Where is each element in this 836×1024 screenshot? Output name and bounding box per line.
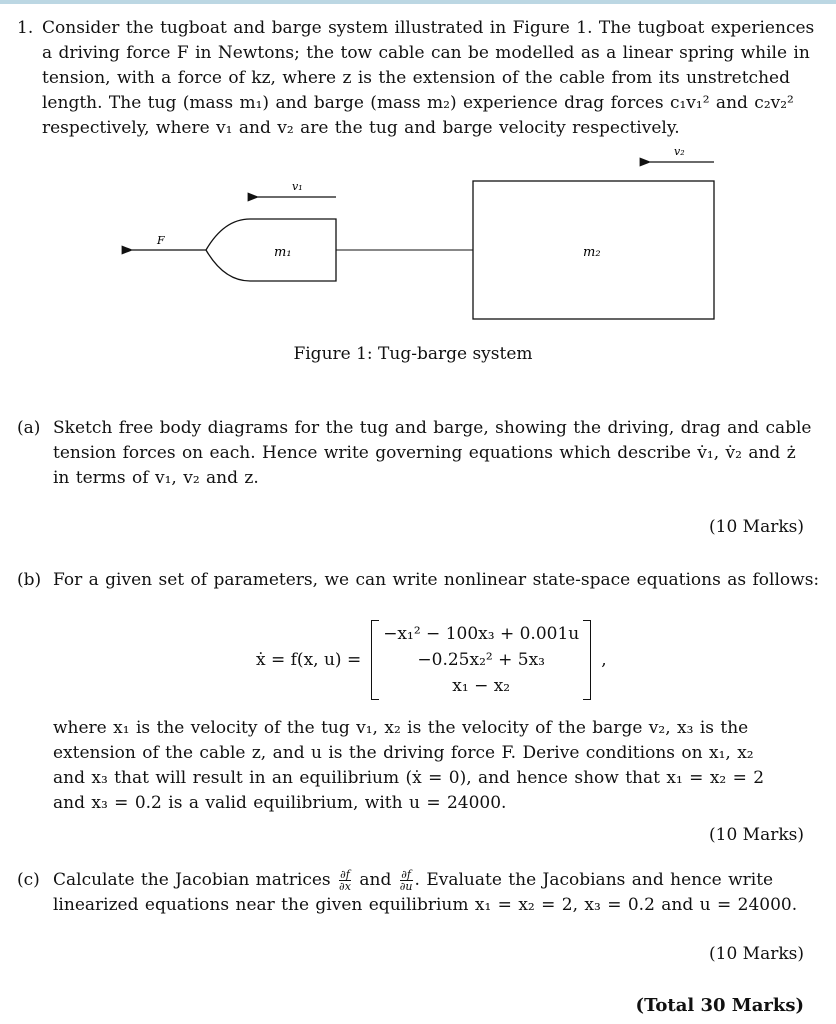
matrix-row: −0.25x₂² + 5x₃ <box>417 650 545 670</box>
force-label: F <box>157 234 165 247</box>
part-c-line: linearized equations near the given equilibrium x₁ = x₂ = 2, x₃ = 0.2 and u = 24000. <box>53 895 798 915</box>
matrix-right-bracket <box>583 620 591 700</box>
part-a-line: Sketch free body diagrams for the tug and barge, showing the driving, drag and cable <box>53 418 812 438</box>
part-b-line: where x₁ is the velocity of the tug v₁, x₂ is the velocity of the barge v₂, x₃ is the <box>53 718 749 738</box>
part-b-line: extension of the cable z, and u is the driving force F. Derive conditions on x₁, x₂ <box>53 743 754 763</box>
question-line: tension, with a force of kz, where z is the extension of the cable from its unstretched <box>42 68 790 88</box>
tug-mass-label: m₁ <box>274 245 292 260</box>
part-c-marks: (10 Marks) <box>709 944 804 964</box>
part-c-text <box>53 868 797 918</box>
part-b-line: and x₃ = 0.2 is a valid equilibrium, with u = 24000. <box>53 793 507 813</box>
equation-lhs: ẋ = f(x, u) = <box>256 650 362 670</box>
barge-mass-label: m₂ <box>583 245 601 260</box>
partial-f-partial-x: $\frac{\partial f}{\partial x}$ <box>339 868 351 893</box>
state-space-equation <box>256 618 607 702</box>
part-a-label: (a) <box>17 418 41 438</box>
part-b-marks: (10 Marks) <box>709 825 804 845</box>
question-line: length. The tug (mass m₁) and barge (mass m₂) experience drag forces c₁v₁² and c₂v₂² <box>42 93 794 113</box>
part-c-line: Calculate the Jacobian matrices $\frac{\partial f}{\partial x}$ and $\frac{\partial f}{\partial u}$ . Evaluate the Jacobians and hence write <box>53 868 774 893</box>
part-b-label: (b) <box>17 570 42 590</box>
part-b-line: and x₃ that will result in an equilibrium (ẋ = 0), and hence show that x₁ = x₂ = 2 <box>53 768 765 788</box>
question-line: a driving force F in Newtons; the tow cable can be modelled as a linear spring while in <box>42 43 810 63</box>
total-marks: (Total 30 Marks) <box>635 995 804 1016</box>
tug-hull <box>206 219 336 281</box>
tug-velocity-label: v₁ <box>292 180 303 193</box>
figure-caption: Figure 1: Tug-barge system <box>293 344 533 364</box>
equation-comma: , <box>601 650 607 670</box>
part-a-marks: (10 Marks) <box>709 517 804 537</box>
part-a-line: tension forces on each. Hence write governing equations which describe v̇₁, v̇₂ and ż <box>53 443 796 463</box>
part-b-intro: For a given set of parameters, we can write nonlinear state-space equations as follows: <box>53 570 820 590</box>
part-c-label: (c) <box>17 870 40 890</box>
tug-barge-figure <box>0 0 836 340</box>
partial-f-partial-u: $\frac{\partial f}{\partial u}$ <box>399 868 413 893</box>
question-number: 1. <box>17 18 34 38</box>
question-line: respectively, where v₁ and v₂ are the tug and barge velocity respectively. <box>42 118 680 138</box>
question-line: Consider the tugboat and barge system illustrated in Figure 1. The tugboat experiences <box>42 18 815 38</box>
part-a-line: in terms of v₁, v₂ and z. <box>53 468 259 488</box>
barge-velocity-label: v₂ <box>674 145 685 158</box>
part-b-text <box>53 716 764 816</box>
matrix-left-bracket <box>371 620 379 700</box>
matrix-row: −x₁² − 100x₃ + 0.001u <box>383 624 580 644</box>
matrix-row: x₁ − x₂ <box>452 676 511 696</box>
equation-matrix <box>379 621 583 699</box>
part-a-text <box>53 416 811 491</box>
